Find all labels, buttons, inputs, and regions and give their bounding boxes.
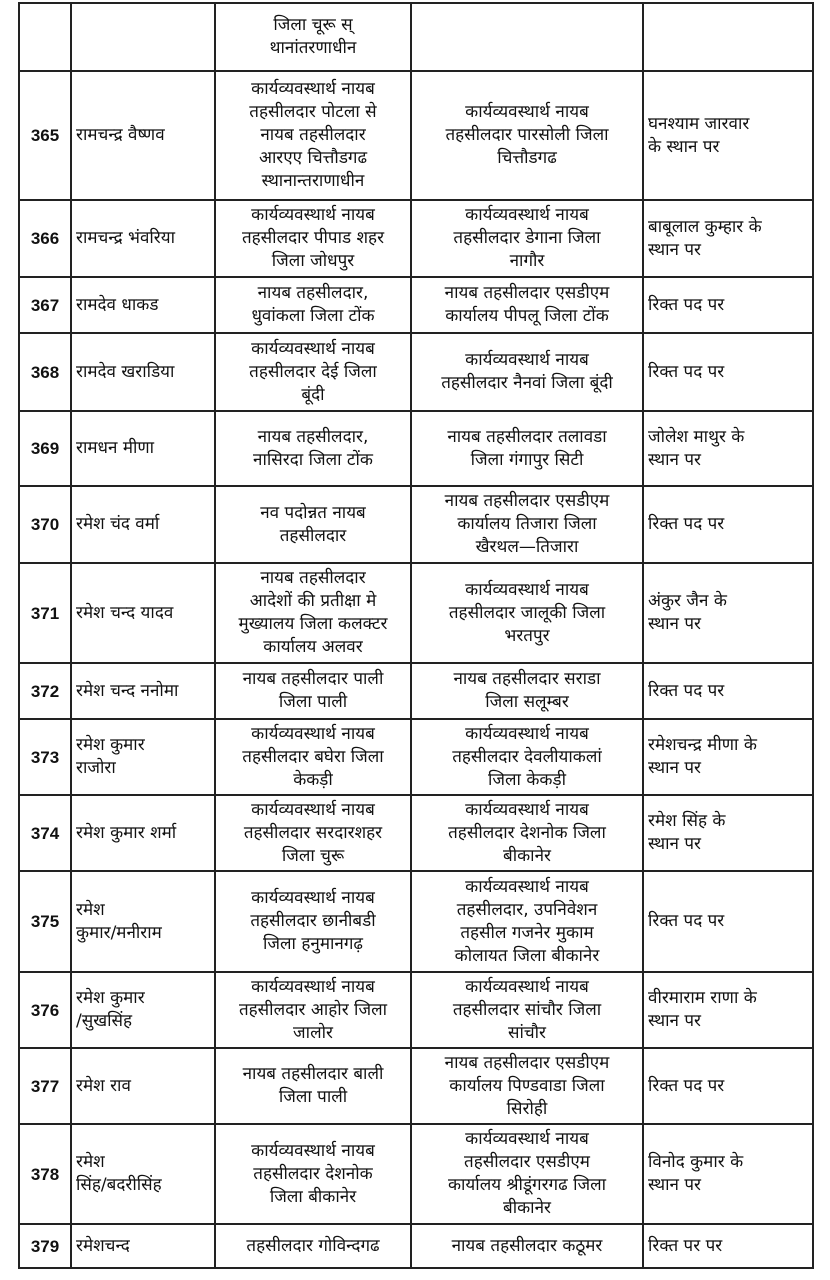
table-row <box>19 3 813 71</box>
current-posting-cell: कार्यव्यवस्थार्थ नायब तहसीलदार आहोर जिला जालोर <box>215 972 411 1048</box>
officer-name-cell: रमेश कुमार/मनीराम <box>71 871 215 972</box>
table-row <box>19 1048 813 1124</box>
new-posting-cell: कार्यव्यवस्थार्थ नायब तहसीलदार डेगाना जिला नागौर <box>411 200 643 277</box>
table-row <box>19 1124 813 1224</box>
officer-name-cell: रमेश कुमार /सुखसिंह <box>71 972 215 1048</box>
serial-number-cell: 373 <box>19 719 71 795</box>
current-posting-cell: नायब तहसीलदार आदेशों की प्रतीक्षा मे मुख्यालय जिला कलक्टर कार्यालय अलवर <box>215 563 411 663</box>
officer-name-cell: रामदेव धाकड <box>71 277 215 333</box>
serial-number-cell: 374 <box>19 795 71 871</box>
table-row <box>19 972 813 1048</box>
remark-cell: रिक्त पद पर <box>643 333 813 411</box>
table-row <box>19 663 813 719</box>
current-posting-cell: कार्यव्यवस्थार्थ नायब तहसीलदार बघेरा जिला केकड़ी <box>215 719 411 795</box>
serial-number-cell <box>19 3 71 71</box>
current-posting-cell: कार्यव्यवस्थार्थ नायब तहसीलदार देई जिला बूंदी <box>215 333 411 411</box>
officer-name-cell: रमेशचन्द <box>71 1224 215 1268</box>
remark-cell: रिक्त पद पर <box>643 871 813 972</box>
officer-name-cell: रमेश चन्द ननोमा <box>71 663 215 719</box>
new-posting-cell: कार्यव्यवस्थार्थ नायब तहसीलदार सांचौर जिला सांचौर <box>411 972 643 1048</box>
officer-name-cell: रमेश कुमार शर्मा <box>71 795 215 871</box>
remark-cell <box>643 3 813 71</box>
new-posting-cell: कार्यव्यवस्थार्थ नायब तहसीलदार, उपनिवेशन तहसील गजनेर मुकाम कोलायत जिला बीकानेर <box>411 871 643 972</box>
transfer-order-table <box>18 2 814 1269</box>
remark-cell: रिक्त पद पर <box>643 663 813 719</box>
serial-number-cell: 369 <box>19 411 71 486</box>
current-posting-cell: नव पदोन्नत नायब तहसीलदार <box>215 486 411 563</box>
current-posting-cell: नायब तहसीलदार पाली जिला पाली <box>215 663 411 719</box>
table-row <box>19 563 813 663</box>
new-posting-cell: कार्यव्यवस्थार्थ नायब तहसीलदार देवलीयाकलां जिला केकड़ी <box>411 719 643 795</box>
table-row <box>19 333 813 411</box>
new-posting-cell: कार्यव्यवस्थार्थ नायब तहसीलदार पारसोली जिला चित्तौडगढ <box>411 71 643 200</box>
current-posting-cell: जिला चूरू स् थानांतरणाधीन <box>215 3 411 71</box>
table-row <box>19 1224 813 1268</box>
officer-name-cell: रामदेव खराडिया <box>71 333 215 411</box>
remark-cell: रिक्त पद पर <box>643 277 813 333</box>
new-posting-cell: नायब तहसीलदार कठूमर <box>411 1224 643 1268</box>
remark-cell: रमेश सिंह के स्थान पर <box>643 795 813 871</box>
serial-number-cell: 371 <box>19 563 71 663</box>
officer-name-cell: रमेश राव <box>71 1048 215 1124</box>
new-posting-cell: कार्यव्यवस्थार्थ नायब तहसीलदार जालूकी जिला भरतपुर <box>411 563 643 663</box>
remark-cell: रमेशचन्द्र मीणा के स्थान पर <box>643 719 813 795</box>
new-posting-cell: नायब तहसीलदार तलावडा जिला गंगापुर सिटी <box>411 411 643 486</box>
current-posting-cell: कार्यव्यवस्थार्थ नायब तहसीलदार पीपाड शहर जिला जोधपुर <box>215 200 411 277</box>
serial-number-cell: 368 <box>19 333 71 411</box>
table-row <box>19 871 813 972</box>
serial-number-cell: 372 <box>19 663 71 719</box>
table-row <box>19 486 813 563</box>
current-posting-cell: नायब तहसीलदार, नासिरदा जिला टोंक <box>215 411 411 486</box>
new-posting-cell: नायब तहसीलदार एसडीएम कार्यालय पिण्डवाडा जिला सिरोही <box>411 1048 643 1124</box>
current-posting-cell: कार्यव्यवस्थार्थ नायब तहसीलदार देशनोक जिला बीकानेर <box>215 1124 411 1224</box>
remark-cell: घनश्याम जारवार के स्थान पर <box>643 71 813 200</box>
table-row <box>19 411 813 486</box>
officer-name-cell: रमेश चन्द यादव <box>71 563 215 663</box>
remark-cell: बाबूलाल कुम्हार के स्थान पर <box>643 200 813 277</box>
current-posting-cell: कार्यव्यवस्थार्थ नायब तहसीलदार पोटला से नायब तहसीलदार आरएए चित्तौडगढ स्थानान्तराणाधीन <box>215 71 411 200</box>
serial-number-cell: 366 <box>19 200 71 277</box>
serial-number-cell: 365 <box>19 71 71 200</box>
serial-number-cell: 370 <box>19 486 71 563</box>
officer-name-cell: रामचन्द्र वैष्णव <box>71 71 215 200</box>
remark-cell: रिक्त पर पर <box>643 1224 813 1268</box>
new-posting-cell: नायब तहसीलदार एसडीएम कार्यालय पीपलू जिला टोंक <box>411 277 643 333</box>
remark-cell: वीरमाराम राणा के स्थान पर <box>643 972 813 1048</box>
table-row <box>19 795 813 871</box>
serial-number-cell: 367 <box>19 277 71 333</box>
serial-number-cell: 378 <box>19 1124 71 1224</box>
serial-number-cell: 376 <box>19 972 71 1048</box>
new-posting-cell: नायब तहसीलदार एसडीएम कार्यालय तिजारा जिला खैरथल—तिजारा <box>411 486 643 563</box>
table-row <box>19 200 813 277</box>
serial-number-cell: 375 <box>19 871 71 972</box>
current-posting-cell: कार्यव्यवस्थार्थ नायब तहसीलदार सरदारशहर जिला चुरू <box>215 795 411 871</box>
officer-name-cell: रमेश कुमार राजोरा <box>71 719 215 795</box>
new-posting-cell <box>411 3 643 71</box>
officer-name-cell: रामचन्द्र भंवरिया <box>71 200 215 277</box>
remark-cell: अंकुर जैन के स्थान पर <box>643 563 813 663</box>
officer-name-cell: रमेश चंद वर्मा <box>71 486 215 563</box>
new-posting-cell: कार्यव्यवस्थार्थ नायब तहसीलदार नैनवां जिला बूंदी <box>411 333 643 411</box>
new-posting-cell: नायब तहसीलदार सराडा जिला सलूम्बर <box>411 663 643 719</box>
current-posting-cell: नायब तहसीलदार बाली जिला पाली <box>215 1048 411 1124</box>
table-row <box>19 719 813 795</box>
officer-name-cell: रमेश सिंह/बदरीसिंह <box>71 1124 215 1224</box>
table-row <box>19 277 813 333</box>
officer-name-cell: रामधन मीणा <box>71 411 215 486</box>
serial-number-cell: 379 <box>19 1224 71 1268</box>
serial-number-cell: 377 <box>19 1048 71 1124</box>
new-posting-cell: कार्यव्यवस्थार्थ नायब तहसीलदार एसडीएम कार्यालय श्रीडूंगरगढ जिला बीकानेर <box>411 1124 643 1224</box>
remark-cell: रिक्त पद पर <box>643 486 813 563</box>
table-row <box>19 71 813 200</box>
officer-name-cell <box>71 3 215 71</box>
remark-cell: जोलेश माथुर के स्थान पर <box>643 411 813 486</box>
current-posting-cell: कार्यव्यवस्थार्थ नायब तहसीलदार छानीबडी जिला हनुमानगढ़ <box>215 871 411 972</box>
current-posting-cell: नायब तहसीलदार, धुवांकला जिला टोंक <box>215 277 411 333</box>
current-posting-cell: तहसीलदार गोविन्दगढ <box>215 1224 411 1268</box>
remark-cell: विनोद कुमार के स्थान पर <box>643 1124 813 1224</box>
remark-cell: रिक्त पद पर <box>643 1048 813 1124</box>
new-posting-cell: कार्यव्यवस्थार्थ नायब तहसीलदार देशनोक जिला बीकानेर <box>411 795 643 871</box>
